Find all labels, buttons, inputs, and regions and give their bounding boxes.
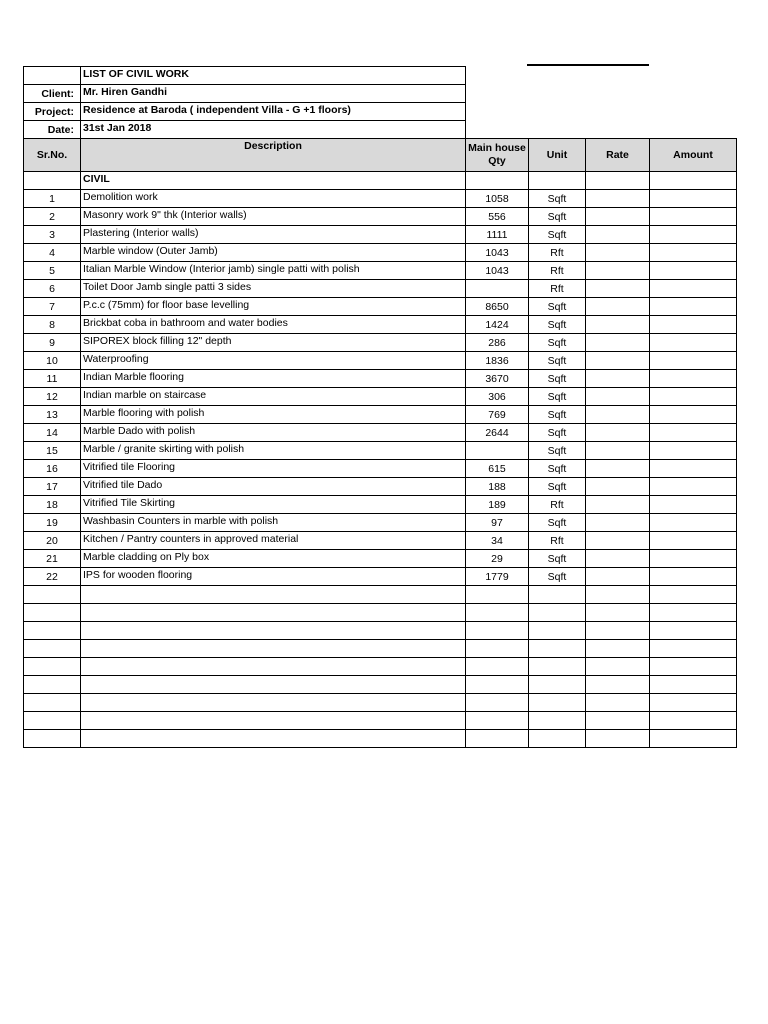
item-description: Marble window (Outer Jamb) [81, 244, 466, 262]
item-qty: 97 [466, 514, 529, 532]
item-amount [650, 406, 737, 424]
empty-cell-qty [466, 658, 529, 676]
item-description: Marble flooring with polish [81, 406, 466, 424]
item-srno: 15 [24, 442, 81, 460]
item-amount [650, 298, 737, 316]
empty-row [24, 712, 737, 730]
table-row [24, 262, 737, 280]
item-unit: Sqft [529, 514, 586, 532]
item-description: P.c.c (75mm) for floor base levelling [81, 298, 466, 316]
sheet-title: LIST OF CIVIL WORK [81, 67, 466, 85]
item-unit: Sqft [529, 550, 586, 568]
item-rate [586, 514, 650, 532]
item-amount [650, 424, 737, 442]
civil-work-table [23, 66, 737, 748]
item-srno: 1 [24, 190, 81, 208]
item-amount [650, 568, 737, 586]
empty-cell-srno [24, 694, 81, 712]
empty-cell-rate [586, 694, 650, 712]
item-unit: Sqft [529, 424, 586, 442]
item-srno: 10 [24, 352, 81, 370]
empty-cell-srno [24, 586, 81, 604]
empty-row [24, 604, 737, 622]
table-row [24, 334, 737, 352]
item-amount [650, 316, 737, 334]
item-srno: 9 [24, 334, 81, 352]
item-amount [650, 208, 737, 226]
table-row [24, 442, 737, 460]
empty-cell-unit [529, 586, 586, 604]
item-description: Vitrified tile Flooring [81, 460, 466, 478]
item-unit: Sqft [529, 316, 586, 334]
item-srno: 21 [24, 550, 81, 568]
table-row [24, 370, 737, 388]
item-amount [650, 460, 737, 478]
empty-cell-amount [650, 640, 737, 658]
item-rate [586, 442, 650, 460]
item-amount [650, 334, 737, 352]
item-srno: 18 [24, 496, 81, 514]
table-row [24, 244, 737, 262]
item-description: Vitrified tile Dado [81, 478, 466, 496]
item-rate [586, 370, 650, 388]
empty-cell-amount [650, 622, 737, 640]
item-qty: 29 [466, 550, 529, 568]
item-unit: Sqft [529, 370, 586, 388]
empty-cell-unit [529, 622, 586, 640]
item-unit: Sqft [529, 352, 586, 370]
empty-cell-rate [586, 622, 650, 640]
item-rate [586, 568, 650, 586]
empty-cell-amount [650, 730, 737, 748]
item-rate [586, 550, 650, 568]
table-row [24, 550, 737, 568]
item-srno: 2 [24, 208, 81, 226]
item-qty: 615 [466, 460, 529, 478]
item-description: Washbasin Counters in marble with polish [81, 514, 466, 532]
table-row [24, 496, 737, 514]
item-qty: 769 [466, 406, 529, 424]
empty-cell-srno [24, 658, 81, 676]
table-row [24, 514, 737, 532]
table-row [24, 226, 737, 244]
empty-cell-qty [466, 712, 529, 730]
item-amount [650, 352, 737, 370]
empty-row [24, 640, 737, 658]
empty-cell-description [81, 586, 466, 604]
item-qty: 2644 [466, 424, 529, 442]
empty-cell-amount [650, 676, 737, 694]
item-description: Demolition work [81, 190, 466, 208]
date-value: 31st Jan 2018 [81, 121, 466, 139]
empty-cell-srno [24, 622, 81, 640]
item-description: Marble cladding on Ply box [81, 550, 466, 568]
empty-cell-description [81, 712, 466, 730]
item-srno: 5 [24, 262, 81, 280]
empty-row [24, 586, 737, 604]
item-unit: Sqft [529, 406, 586, 424]
item-srno: 11 [24, 370, 81, 388]
item-rate [586, 280, 650, 298]
item-rate [586, 244, 650, 262]
empty-cell-qty [466, 676, 529, 694]
item-description: Marble / granite skirting with polish [81, 442, 466, 460]
item-unit: Sqft [529, 460, 586, 478]
item-description: Vitrified Tile Skirting [81, 496, 466, 514]
empty-cell-rate [586, 586, 650, 604]
item-unit: Rft [529, 532, 586, 550]
empty-cell-srno [24, 604, 81, 622]
empty-cell-amount [650, 694, 737, 712]
item-description: Indian marble on staircase [81, 388, 466, 406]
item-description: Kitchen / Pantry counters in approved material [81, 532, 466, 550]
table-row [24, 532, 737, 550]
table-row [24, 280, 737, 298]
item-description: Marble Dado with polish [81, 424, 466, 442]
empty-cell-rate [586, 712, 650, 730]
item-amount [650, 532, 737, 550]
item-qty: 189 [466, 496, 529, 514]
item-qty: 1424 [466, 316, 529, 334]
empty-cell-rate [586, 604, 650, 622]
item-qty: 1058 [466, 190, 529, 208]
item-amount [650, 442, 737, 460]
item-unit: Rft [529, 496, 586, 514]
client-label: Client: [24, 85, 81, 103]
item-rate [586, 424, 650, 442]
item-description: SIPOREX block filling 12" depth [81, 334, 466, 352]
item-unit: Sqft [529, 190, 586, 208]
item-unit: Sqft [529, 388, 586, 406]
item-amount [650, 262, 737, 280]
empty-cell-qty [466, 604, 529, 622]
item-amount [650, 496, 737, 514]
empty-cell-srno [24, 712, 81, 730]
item-description: Waterproofing [81, 352, 466, 370]
item-rate [586, 352, 650, 370]
empty-cell-description [81, 604, 466, 622]
item-rate [586, 334, 650, 352]
item-srno: 13 [24, 406, 81, 424]
empty-cell-unit [529, 604, 586, 622]
item-unit: Sqft [529, 298, 586, 316]
item-qty: 1043 [466, 262, 529, 280]
item-qty: 3670 [466, 370, 529, 388]
item-srno: 12 [24, 388, 81, 406]
col-header-rate: Rate [586, 139, 650, 172]
item-qty: 1111 [466, 226, 529, 244]
empty-cell-qty [466, 622, 529, 640]
empty-cell-rate [586, 640, 650, 658]
item-qty: 1836 [466, 352, 529, 370]
header-blank-area [466, 67, 737, 139]
item-rate [586, 460, 650, 478]
item-amount [650, 190, 737, 208]
empty-cell-amount [650, 604, 737, 622]
empty-cell-description [81, 622, 466, 640]
empty-cell-unit [529, 694, 586, 712]
item-rate [586, 226, 650, 244]
empty-cell-srno [24, 730, 81, 748]
item-rate [586, 406, 650, 424]
empty-cell-unit [529, 676, 586, 694]
empty-cell-qty [466, 640, 529, 658]
empty-cell-srno [24, 640, 81, 658]
table-row [24, 208, 737, 226]
item-amount [650, 514, 737, 532]
item-srno: 16 [24, 460, 81, 478]
item-srno: 20 [24, 532, 81, 550]
item-unit: Sqft [529, 334, 586, 352]
client-value: Mr. Hiren Gandhi [81, 85, 466, 103]
item-unit: Rft [529, 262, 586, 280]
table-row [24, 424, 737, 442]
col-header-srno: Sr.No. [24, 139, 81, 172]
item-rate [586, 316, 650, 334]
table-row [24, 190, 737, 208]
item-qty: 556 [466, 208, 529, 226]
item-unit: Sqft [529, 208, 586, 226]
col-header-qty: Main house Qty [466, 139, 529, 172]
empty-cell-amount [650, 586, 737, 604]
project-label: Project: [24, 103, 81, 121]
empty-cell-rate [586, 730, 650, 748]
project-value: Residence at Baroda ( independent Villa - G +1 floors) [81, 103, 466, 121]
empty-row [24, 730, 737, 748]
item-rate [586, 532, 650, 550]
item-unit: Sqft [529, 226, 586, 244]
item-unit: Rft [529, 280, 586, 298]
item-amount [650, 244, 737, 262]
item-rate [586, 208, 650, 226]
item-qty: 286 [466, 334, 529, 352]
item-unit: Rft [529, 244, 586, 262]
empty-cell-rate [586, 658, 650, 676]
item-qty: 306 [466, 388, 529, 406]
table-row [24, 406, 737, 424]
title-row [24, 67, 737, 85]
item-amount [650, 280, 737, 298]
empty-cell-amount [650, 658, 737, 676]
item-qty: 8650 [466, 298, 529, 316]
section-label: CIVIL [81, 172, 466, 190]
item-description: Indian Marble flooring [81, 370, 466, 388]
item-qty: 1043 [466, 244, 529, 262]
item-unit: Sqft [529, 568, 586, 586]
empty-cell-description [81, 694, 466, 712]
item-qty: 34 [466, 532, 529, 550]
empty-cell-description [81, 730, 466, 748]
col-header-description: Description [81, 139, 466, 172]
empty-cell-description [81, 640, 466, 658]
item-srno: 22 [24, 568, 81, 586]
empty-row [24, 622, 737, 640]
item-description: Masonry work 9" thk (Interior walls) [81, 208, 466, 226]
table-row [24, 316, 737, 334]
empty-cell-unit [529, 658, 586, 676]
column-header-row [24, 139, 737, 172]
table-row [24, 352, 737, 370]
empty-cell-rate [586, 676, 650, 694]
item-qty: 188 [466, 478, 529, 496]
empty-row [24, 676, 737, 694]
item-qty: 1779 [466, 568, 529, 586]
item-rate [586, 298, 650, 316]
empty-row [24, 658, 737, 676]
empty-cell-amount [650, 712, 737, 730]
item-rate [586, 262, 650, 280]
item-srno: 6 [24, 280, 81, 298]
item-amount [650, 478, 737, 496]
empty-cell-description [81, 676, 466, 694]
item-description: IPS for wooden flooring [81, 568, 466, 586]
item-description: Plastering (Interior walls) [81, 226, 466, 244]
table-row [24, 460, 737, 478]
empty-cell-unit [529, 712, 586, 730]
item-description: Toilet Door Jamb single patti 3 sides [81, 280, 466, 298]
table-row [24, 568, 737, 586]
table-row [24, 478, 737, 496]
item-rate [586, 478, 650, 496]
empty-cell-description [81, 658, 466, 676]
empty-cell-unit [529, 640, 586, 658]
item-rate [586, 496, 650, 514]
date-label: Date: [24, 121, 81, 139]
item-srno: 8 [24, 316, 81, 334]
empty-cell-unit [529, 730, 586, 748]
col-header-amount: Amount [650, 139, 737, 172]
item-srno: 3 [24, 226, 81, 244]
table-row [24, 298, 737, 316]
item-qty [466, 442, 529, 460]
item-amount [650, 370, 737, 388]
item-srno: 14 [24, 424, 81, 442]
item-srno: 19 [24, 514, 81, 532]
item-srno: 17 [24, 478, 81, 496]
item-amount [650, 388, 737, 406]
empty-row [24, 694, 737, 712]
item-amount [650, 226, 737, 244]
item-srno: 4 [24, 244, 81, 262]
empty-cell-qty [466, 730, 529, 748]
item-description: Brickbat coba in bathroom and water bodies [81, 316, 466, 334]
item-description: Italian Marble Window (Interior jamb) single patti with polish [81, 262, 466, 280]
empty-cell-qty [466, 694, 529, 712]
table-row [24, 388, 737, 406]
empty-cell-qty [466, 586, 529, 604]
section-row [24, 172, 737, 190]
item-qty [466, 280, 529, 298]
item-amount [650, 550, 737, 568]
col-header-unit: Unit [529, 139, 586, 172]
item-rate [586, 190, 650, 208]
item-unit: Sqft [529, 478, 586, 496]
empty-cell-srno [24, 676, 81, 694]
item-srno: 7 [24, 298, 81, 316]
item-rate [586, 388, 650, 406]
item-unit: Sqft [529, 442, 586, 460]
